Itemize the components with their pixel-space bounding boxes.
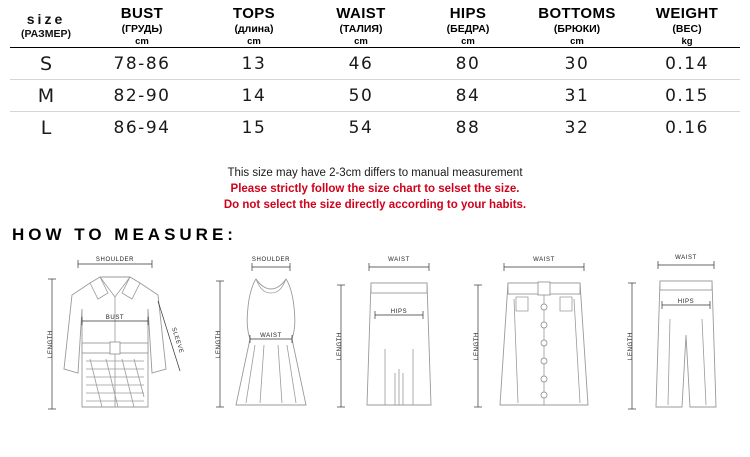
column-header-waist xyxy=(306,6,416,48)
column-header-size xyxy=(10,6,82,48)
cell-waist: 54 xyxy=(348,117,374,138)
cell-bust: 86-94 xyxy=(113,117,171,138)
note-follow-chart: Please strictly follow the size chart to selset the size. xyxy=(230,183,520,196)
label-bust: BUST xyxy=(105,315,125,322)
table-row xyxy=(10,48,740,80)
cell-weight: 0.15 xyxy=(634,80,740,112)
cell-size: M xyxy=(10,80,82,112)
column-header-waist-sub: (ТАЛИЯ) xyxy=(339,22,383,35)
cell-waist: 46 xyxy=(306,48,416,80)
cell-tops: 15 xyxy=(241,117,267,138)
cell-hips: 80 xyxy=(416,48,520,80)
table-row xyxy=(10,112,740,144)
cell-weight: 0.16 xyxy=(665,117,709,138)
column-header-bust-main: BUST xyxy=(120,5,164,22)
label-shoulder: SHOULDER xyxy=(251,257,291,264)
figure-denim-skirt xyxy=(460,249,625,421)
cell-bottoms: 30 xyxy=(520,48,634,80)
label-waist: WAIST xyxy=(388,257,410,264)
column-header-size-sub: (РАЗМЕР) xyxy=(21,28,71,41)
cell-weight: 0.14 xyxy=(634,48,740,80)
how-to-measure-heading: HOW TO MEASURE: xyxy=(12,225,237,245)
measure-figures xyxy=(0,249,750,421)
column-header-waist-main: WAIST xyxy=(336,5,386,22)
label-waist: WAIST xyxy=(675,255,697,262)
figure-shirt xyxy=(30,249,200,421)
column-header-bust-unit: cm xyxy=(135,35,149,47)
label-waist: WAIST xyxy=(260,333,282,340)
column-header-weight xyxy=(634,6,740,48)
table-header-row xyxy=(10,6,740,48)
note-manual-measurement: This size may have 2-3cm differs to manual measurement xyxy=(227,167,523,180)
label-hips: HIPS xyxy=(390,309,408,316)
column-header-hips-main: HIPS xyxy=(449,5,487,22)
cell-waist: 50 xyxy=(306,80,416,112)
cell-tops: 13 xyxy=(202,48,306,80)
figure-pants xyxy=(618,249,743,421)
cell-hips: 84 xyxy=(416,80,520,112)
column-header-weight-main: WEIGHT xyxy=(655,5,719,22)
column-header-tops-main: TOPS xyxy=(232,5,276,22)
column-header-bottoms-sub: (БРЮКИ) xyxy=(553,22,601,35)
size-table xyxy=(10,6,740,143)
column-header-size-main: size xyxy=(26,11,66,28)
figure-dress xyxy=(200,249,340,421)
column-header-weight-sub: (ВЕС) xyxy=(672,22,702,35)
column-header-bust xyxy=(82,6,202,48)
label-length: LENGTH xyxy=(216,330,222,359)
column-header-tops-unit: cm xyxy=(247,35,261,47)
column-header-tops xyxy=(202,6,306,48)
figure-skirt xyxy=(325,249,465,421)
label-sleeve: SLEEVE xyxy=(169,327,184,355)
label-length: LENGTH xyxy=(337,332,343,361)
note-not-habits: Do not select the size directly according to your habits. xyxy=(223,198,527,211)
cell-hips: 88 xyxy=(455,117,481,138)
label-hips: HIPS xyxy=(677,299,695,306)
column-header-bottoms-unit: cm xyxy=(570,35,584,47)
cell-bust: 78-86 xyxy=(82,48,202,80)
column-header-hips-sub: (БЕДРА) xyxy=(446,22,490,35)
column-header-bottoms-main: BOTTOMS xyxy=(538,5,616,22)
column-header-bottoms xyxy=(520,6,634,48)
label-shoulder: SHOULDER xyxy=(95,257,135,264)
label-length: LENGTH xyxy=(474,332,480,361)
cell-bottoms: 31 xyxy=(520,80,634,112)
label-waist: WAIST xyxy=(533,257,555,264)
column-header-bust-sub: (ГРУДЬ) xyxy=(121,22,163,35)
cell-size: L xyxy=(40,116,52,139)
column-header-tops-sub: (длина) xyxy=(234,22,274,35)
cell-tops: 14 xyxy=(202,80,306,112)
column-header-hips xyxy=(416,6,520,48)
label-length: LENGTH xyxy=(48,330,54,359)
column-header-weight-unit: kg xyxy=(681,35,693,47)
cell-size: S xyxy=(10,48,82,80)
cell-bust: 82-90 xyxy=(82,80,202,112)
label-length: LENGTH xyxy=(628,332,634,361)
measurement-notes xyxy=(0,165,750,213)
table-row xyxy=(10,80,740,112)
size-chart-page xyxy=(0,6,750,457)
cell-bottoms: 32 xyxy=(564,117,590,138)
column-header-hips-unit: cm xyxy=(461,35,475,47)
column-header-waist-unit: cm xyxy=(354,35,368,47)
